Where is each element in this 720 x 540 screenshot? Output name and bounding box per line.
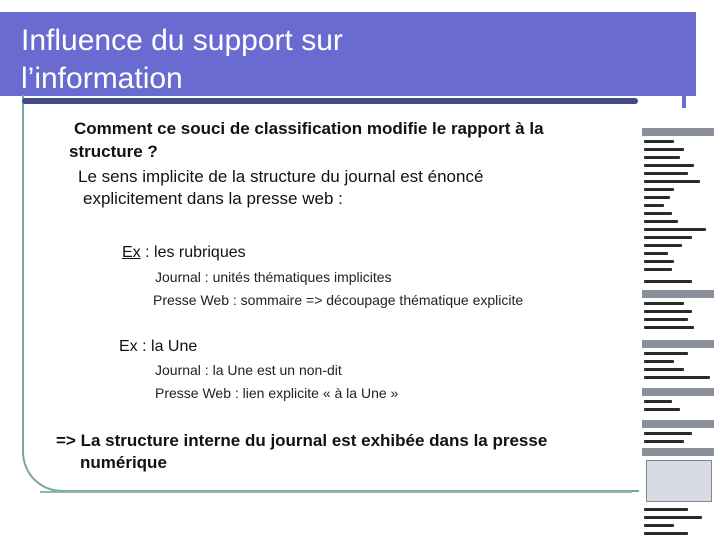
sidebar-section-header xyxy=(642,388,714,396)
sidebar-line xyxy=(644,524,674,527)
sidebar-line xyxy=(644,432,692,435)
statement-line-1: Le sens implicite de la structure du journal est énoncé xyxy=(78,167,484,186)
sidebar-section-header xyxy=(642,448,714,456)
sidebar-line xyxy=(644,360,674,363)
example-2-heading: Ex : la Une xyxy=(119,338,198,355)
sidebar-line xyxy=(644,156,680,159)
example-1-journal-text: unités thématiques implicites xyxy=(208,269,392,285)
title-bar xyxy=(0,12,696,96)
frame-bottom-rule xyxy=(40,491,632,493)
example-1-text: : les rubriques xyxy=(140,244,246,261)
sidebar-line xyxy=(644,196,670,199)
sidebar-line xyxy=(644,252,668,255)
conclusion-line-2: numérique xyxy=(80,453,167,472)
sidebar-line xyxy=(644,212,672,215)
sidebar-line xyxy=(644,310,692,313)
sidebar-line xyxy=(644,236,692,239)
sidebar-line xyxy=(644,508,688,511)
example-1-prefix: Ex xyxy=(122,244,141,261)
example-1-web xyxy=(153,291,523,309)
frame-accent xyxy=(682,96,686,108)
slide-title: Influence du support sur l’information xyxy=(21,24,343,95)
example-2-web xyxy=(155,384,398,402)
sidebar-line xyxy=(644,408,680,411)
example-2-journal-text: la Une est un non-dit xyxy=(208,362,342,378)
example-1-web-label: Presse Web xyxy=(153,292,229,308)
example-1-web-text: : sommaire => découpage thématique explicite xyxy=(229,292,524,308)
example-1-heading xyxy=(122,243,246,263)
sidebar-line xyxy=(644,302,684,305)
sidebar-front-page-thumbnail xyxy=(646,460,712,502)
sidebar-line xyxy=(644,326,694,329)
sidebar-line xyxy=(644,532,688,535)
example-2-web-label: Presse Web xyxy=(155,385,231,401)
conclusion-line-1: => La structure interne du journal est exhibée dans la presse xyxy=(56,431,548,450)
sidebar-line xyxy=(644,148,684,151)
sidebar-line xyxy=(644,188,674,191)
example-1-journal-label: Journal : xyxy=(155,269,209,285)
sidebar-line xyxy=(644,376,710,379)
example-2-journal-label: Journal : xyxy=(155,362,209,378)
sidebar-line xyxy=(644,164,694,167)
question-line-1: Comment ce souci de classification modifie le rapport à la xyxy=(74,119,544,138)
sidebar-line xyxy=(644,368,684,371)
example-1-journal xyxy=(155,268,392,286)
sidebar-line xyxy=(644,220,678,223)
statement-line-2: explicitement dans la presse web : xyxy=(83,189,343,208)
sidebar-line xyxy=(644,204,664,207)
sidebar-section-header xyxy=(642,420,714,428)
question-line-2: structure ? xyxy=(69,142,158,161)
sidebar-line xyxy=(644,244,682,247)
sidebar-line xyxy=(644,516,702,519)
sidebar-line xyxy=(644,318,688,321)
sidebar-section-header xyxy=(642,290,714,298)
sidebar-section-header xyxy=(642,128,714,136)
frame-top-rule xyxy=(22,98,638,104)
sidebar-section-header xyxy=(642,340,714,348)
sidebar-line xyxy=(644,400,672,403)
example-2-web-text: : lien explicite « à la Une » xyxy=(231,385,399,401)
sidebar-line xyxy=(644,268,672,271)
newspaper-web-menu-screenshot-icon xyxy=(642,126,714,536)
sidebar-line xyxy=(644,352,688,355)
sidebar-line xyxy=(644,228,706,231)
sidebar-line xyxy=(644,260,674,263)
sidebar-line xyxy=(644,172,688,175)
sidebar-line xyxy=(644,140,674,143)
sidebar-line xyxy=(644,180,700,183)
sidebar-line xyxy=(644,440,684,443)
sidebar-line xyxy=(644,280,692,283)
example-2-journal xyxy=(155,361,342,379)
